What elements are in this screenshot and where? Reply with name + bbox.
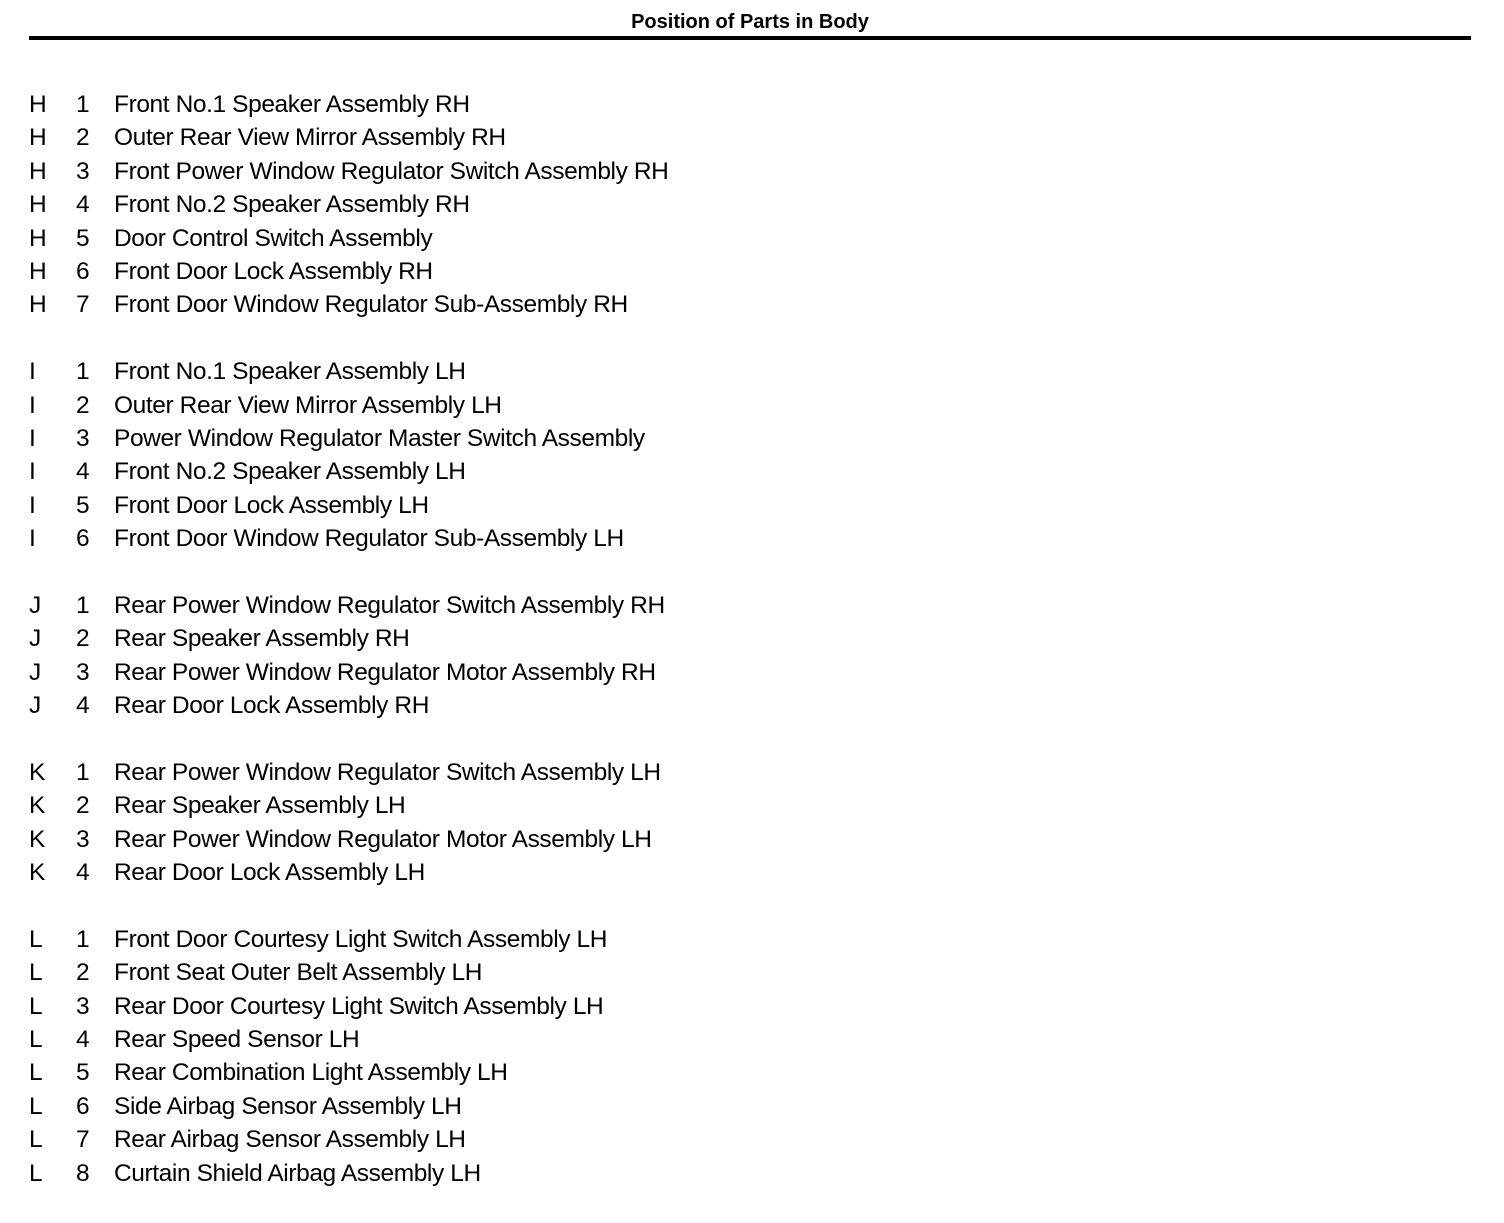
part-number: 6 xyxy=(76,1092,90,1120)
part-number: 8 xyxy=(76,1159,90,1187)
part-number: 7 xyxy=(76,1126,90,1154)
part-number: 4 xyxy=(76,858,90,886)
part-number: 3 xyxy=(76,424,90,452)
location-letter: H xyxy=(29,191,47,219)
part-name: Side Airbag Sensor Assembly LH xyxy=(114,1092,462,1120)
location-letter: H xyxy=(29,91,47,118)
part-row xyxy=(0,355,1504,388)
part-row xyxy=(0,756,1504,789)
part-name: Front Door Courtesy Light Switch Assembly LH xyxy=(114,925,608,953)
part-group-h xyxy=(0,88,1504,322)
location-letter: L xyxy=(29,1025,43,1053)
part-number: 4 xyxy=(76,1025,90,1053)
part-group-i xyxy=(0,355,1504,555)
part-name: Curtain Shield Airbag Assembly LH xyxy=(114,1159,481,1187)
location-letter: L xyxy=(29,925,43,953)
part-row xyxy=(0,522,1504,555)
location-letter: I xyxy=(29,424,36,452)
part-row xyxy=(0,1157,1504,1190)
part-row xyxy=(0,990,1504,1023)
location-letter: K xyxy=(29,858,45,886)
part-row xyxy=(0,656,1504,689)
part-name: Rear Door Lock Assembly LH xyxy=(114,858,425,886)
location-letter: I xyxy=(29,458,36,486)
part-name: Front Seat Outer Belt Assembly LH xyxy=(114,959,483,987)
part-number: 5 xyxy=(76,1059,90,1087)
part-name: Front No.2 Speaker Assembly RH xyxy=(114,191,470,219)
location-letter: I xyxy=(29,491,36,519)
part-number: 4 xyxy=(76,191,90,219)
part-number: 2 xyxy=(76,124,90,152)
part-name: Rear Door Lock Assembly RH xyxy=(114,692,430,720)
part-number: 3 xyxy=(76,825,90,853)
part-number: 3 xyxy=(76,658,90,686)
part-name: Front Power Window Regulator Switch Assembly RH xyxy=(114,157,669,185)
part-row xyxy=(0,1023,1504,1056)
part-row xyxy=(0,255,1504,288)
part-row xyxy=(0,1123,1504,1156)
part-name: Rear Airbag Sensor Assembly LH xyxy=(114,1126,466,1154)
part-row xyxy=(0,188,1504,221)
part-row xyxy=(0,923,1504,956)
part-name: Front No.2 Speaker Assembly LH xyxy=(114,458,466,486)
location-letter: I xyxy=(29,525,36,553)
part-name: Outer Rear View Mirror Assembly LH xyxy=(114,391,502,419)
location-letter: J xyxy=(29,658,41,686)
part-number: 6 xyxy=(76,525,90,553)
part-group-k xyxy=(0,756,1504,890)
location-letter: K xyxy=(29,825,45,853)
part-row xyxy=(0,121,1504,154)
location-letter: K xyxy=(29,792,45,820)
part-name: Rear Power Window Regulator Switch Assembly RH xyxy=(114,591,665,619)
part-number: 5 xyxy=(76,224,90,252)
part-row xyxy=(0,489,1504,522)
location-letter: H xyxy=(29,224,47,252)
part-row xyxy=(0,589,1504,622)
part-name: Rear Power Window Regulator Motor Assembly RH xyxy=(114,658,656,686)
location-letter: L xyxy=(29,1159,43,1187)
part-number: 4 xyxy=(76,458,90,486)
part-number: 1 xyxy=(76,758,90,786)
part-row xyxy=(0,789,1504,822)
location-letter: H xyxy=(29,157,47,185)
part-row xyxy=(0,155,1504,188)
location-letter: L xyxy=(29,959,43,987)
part-group-l xyxy=(0,923,1504,1190)
location-letter: L xyxy=(29,992,43,1020)
part-row xyxy=(0,622,1504,655)
part-row xyxy=(0,689,1504,722)
part-name: Outer Rear View Mirror Assembly RH xyxy=(114,124,506,152)
part-number: 4 xyxy=(76,692,90,720)
part-number: 7 xyxy=(76,291,90,319)
part-row xyxy=(0,823,1504,856)
part-number: 3 xyxy=(76,157,90,185)
location-letter: J xyxy=(29,591,41,619)
page-title: Position of Parts in Body xyxy=(631,11,869,33)
part-row xyxy=(0,455,1504,488)
location-letter: J xyxy=(29,625,41,653)
part-number: 5 xyxy=(76,491,90,519)
part-row xyxy=(0,88,1504,121)
part-number: 1 xyxy=(76,591,90,619)
part-name: Rear Power Window Regulator Switch Assembly LH xyxy=(114,758,661,786)
part-name: Rear Combination Light Assembly LH xyxy=(114,1059,508,1087)
part-name: Rear Power Window Regulator Motor Assembly LH xyxy=(114,825,652,853)
location-letter: K xyxy=(29,758,45,786)
part-row xyxy=(0,1056,1504,1089)
part-row xyxy=(0,389,1504,422)
part-name: Front Door Window Regulator Sub-Assembly RH xyxy=(114,291,628,319)
location-letter: J xyxy=(29,692,41,720)
part-row xyxy=(0,288,1504,321)
location-letter: L xyxy=(29,1126,43,1154)
part-name: Front No.1 Speaker Assembly RH xyxy=(114,91,470,118)
part-number: 2 xyxy=(76,792,90,820)
part-number: 2 xyxy=(76,625,90,653)
part-number: 2 xyxy=(76,391,90,419)
part-name: Power Window Regulator Master Switch Assembly xyxy=(114,424,645,452)
part-number: 3 xyxy=(76,992,90,1020)
location-letter: H xyxy=(29,291,47,319)
part-name: Door Control Switch Assembly xyxy=(114,224,433,252)
part-name: Rear Door Courtesy Light Switch Assembly LH xyxy=(114,992,604,1020)
location-letter: L xyxy=(29,1092,43,1120)
title-rule xyxy=(29,36,1471,40)
parts-list xyxy=(0,88,1504,1223)
part-row xyxy=(0,1090,1504,1123)
location-letter: L xyxy=(29,1059,43,1087)
part-name: Rear Speaker Assembly LH xyxy=(114,792,406,820)
part-row xyxy=(0,222,1504,255)
part-row xyxy=(0,422,1504,455)
part-name: Rear Speed Sensor LH xyxy=(114,1025,360,1053)
part-row xyxy=(0,856,1504,889)
part-number: 6 xyxy=(76,257,90,285)
part-row xyxy=(0,956,1504,989)
part-number: 1 xyxy=(76,91,90,118)
part-number: 1 xyxy=(76,358,90,386)
part-name: Front Door Window Regulator Sub-Assembly LH xyxy=(114,525,624,553)
part-group-j xyxy=(0,589,1504,723)
location-letter: H xyxy=(29,257,47,285)
part-name: Front Door Lock Assembly LH xyxy=(114,491,429,519)
location-letter: H xyxy=(29,124,47,152)
part-number: 1 xyxy=(76,925,90,953)
part-name: Rear Speaker Assembly RH xyxy=(114,625,410,653)
part-number: 2 xyxy=(76,959,90,987)
location-letter: I xyxy=(29,358,36,386)
part-name: Front Door Lock Assembly RH xyxy=(114,257,433,285)
location-letter: I xyxy=(29,391,36,419)
part-name: Front No.1 Speaker Assembly LH xyxy=(114,358,466,386)
